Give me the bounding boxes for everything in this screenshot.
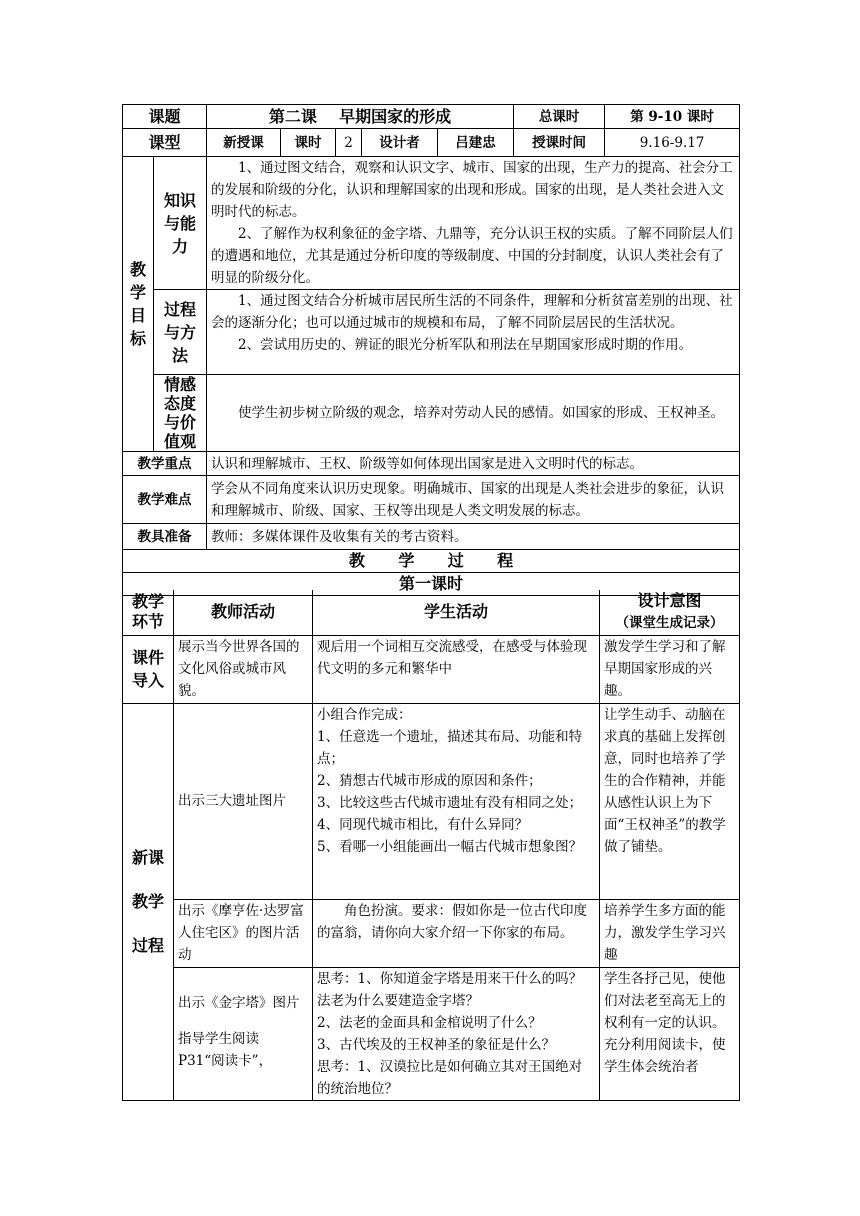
goals-label: 教学目标 [123, 157, 154, 452]
knowledge-p2: 2、了解作为权利象征的金字塔、九鼎等，充分认识王权的实质。了解不同阶层人们的遭遇和地位，尤其是通过分析印度的等级制度、中国的分封制度，认识人类社会有了明显的阶级分化。 [211, 226, 733, 286]
r3-design [600, 967, 740, 1100]
designer-label: 设计者 [362, 129, 438, 157]
process-method-label: 过程与方法 [154, 290, 207, 375]
r1-student-5: 4、同现代城市相比，有什么异同？ [317, 816, 529, 833]
process-title: 教 学 过 程 [123, 550, 740, 573]
intro-stage: 课件导入 [123, 635, 174, 703]
session-title: 第一课时 [123, 573, 740, 596]
col-teacher-header: 教师活动 [174, 590, 313, 635]
r1-student-2: 1、任意选一个遗址，描述其布局、功能和特点； [317, 728, 583, 767]
time-value: 9.16-9.17 [605, 129, 740, 157]
r3-teacher-2: 指导学生阅读 P31“阅读卡”， [178, 1030, 273, 1069]
tools-value: 教师：多媒体课件及收集有关的考古资料。 [207, 524, 740, 550]
r1-teacher: 出示三大遗址图片 [174, 703, 313, 899]
r1-student-4: 3、比较这些古代城市遗址有没有相同之处； [317, 794, 583, 811]
intro-design: 激发学生学习和了解早期国家形成的兴趣。 [600, 635, 740, 703]
col-design-subtitle: （课堂生成记录） [615, 615, 724, 632]
total-hours-value: 第 9-10 课时 [605, 105, 740, 129]
intro-teacher: 展示当今世界各国的文化风俗或城市风貌。 [174, 635, 313, 703]
knowledge-text [207, 157, 740, 290]
emotion-p1: 使学生初步树立阶级的观念，培养对劳动人民的感情。如国家的形成、王权神圣。 [238, 405, 725, 421]
r3-student [313, 967, 600, 1100]
process-method-text [207, 290, 740, 375]
r1-design: 让学生动手、动脑在求真的基础上发挥创意，同时也培养了学生的合作精神，并能从感性认识上为下面“王权神圣”的教学做了铺垫。 [600, 703, 740, 899]
type-label: 课型 [123, 129, 207, 157]
r1-student-1: 小组合作完成： [317, 706, 412, 723]
knowledge-p1: 1、通过图文结合，观察和认识文字、城市、国家的出现，生产力的提高、社会分工的发展和阶级的分化，认识和理解国家的出现和形成。国家的出现，是人类社会进入文明时代的标志。 [211, 160, 733, 220]
key-point-value: 认识和理解城市、王权、阶级等如何体现出国家是进入文明时代的标志。 [207, 452, 740, 476]
new-stage-line-2: 教学 [131, 891, 164, 911]
new-lesson-stage [123, 703, 174, 1100]
intro-student: 观后用一个词相互交流感受，在感受与体验现代文明的多元和繁华中 [313, 635, 600, 703]
key-point-label: 教学重点 [123, 452, 207, 476]
hours-value: 2 [336, 129, 362, 157]
r2-teacher: 出示《摩亨佐·达罗富人住宅区》的图片活动 [174, 899, 313, 967]
process-p2: 2、尝试用历史的、辨证的眼光分析军队和刑法在早期国家形成时期的作用。 [238, 337, 693, 353]
process-table [122, 590, 740, 1101]
r3-student-4: 思考：1、汉谟拉比是如何确立其对王国绝对的统治地位？ [317, 1058, 583, 1097]
topic-value: 第二课 早期国家的形成 [207, 105, 514, 129]
r3-design-2: 充分利用阅读卡，使学生体会统治者 [604, 1036, 726, 1075]
designer-value: 吕建忠 [438, 129, 514, 157]
new-stage-line-1: 新课 [131, 847, 164, 867]
difficult-point-value: 学会从不同角度来认识历史现象。明确城市、国家的出现是人类社会进步的象征，认识和理解城市、阶级、国家、王权等出现是人类文明发展的标志。 [207, 476, 740, 524]
topic-label: 课题 [123, 105, 207, 129]
col-design-header [600, 590, 740, 635]
col-design-title: 设计意图 [637, 591, 702, 611]
emotion-label: 情感态度与价值观 [154, 375, 207, 452]
r3-student-3: 3、古代埃及的王权神圣的象征是什么？ [317, 1036, 556, 1053]
r2-student: 角色扮演。要求：假如你是一位古代印度的富翁，请你向大家介绍一下你家的布局。 [313, 899, 600, 967]
new-stage-line-3: 过程 [131, 935, 164, 955]
r2-design: 培养学生多方面的能力，激发学生学习兴趣 [600, 899, 740, 967]
col-stage-header: 教学环节 [123, 590, 174, 635]
tools-label: 教具准备 [123, 524, 207, 550]
col-student-header: 学生活动 [313, 590, 600, 635]
r3-teacher-1: 出示《金字塔》图片 [178, 994, 300, 1011]
difficult-point-label: 教学难点 [123, 476, 207, 524]
r1-student [313, 703, 600, 899]
r3-student-2: 2、法老的金面具和金棺说明了什么？ [317, 1014, 542, 1031]
r1-student-3: 2、猜想古代城市形成的原因和条件； [317, 772, 542, 789]
time-label: 授课时间 [514, 129, 605, 157]
knowledge-label: 知识与能力 [154, 157, 207, 290]
r3-teacher [174, 967, 313, 1100]
process-p1: 1、通过图文结合分析城市居民所生活的不同条件，理解和分析贫富差别的出现、社会的逐渐分化；也可以通过城市的规模和布局，了解不同阶层居民的生活状况。 [211, 293, 733, 331]
hours-label: 课时 [281, 129, 336, 157]
emotion-text [207, 375, 740, 452]
r1-student-6: 5、看哪一小组能画出一幅古代城市想象图？ [317, 838, 583, 855]
total-hours-label: 总课时 [514, 105, 605, 129]
lesson-info-table [122, 104, 740, 596]
r3-student-1: 思考：1、你知道金字塔是用来干什么的吗？法老为什么要建造金字塔？ [317, 970, 583, 1009]
r3-design-1: 学生各抒己见，使他们对法老至高无上的权利有一定的认识。 [604, 970, 726, 1031]
type-value: 新授课 [207, 129, 281, 157]
